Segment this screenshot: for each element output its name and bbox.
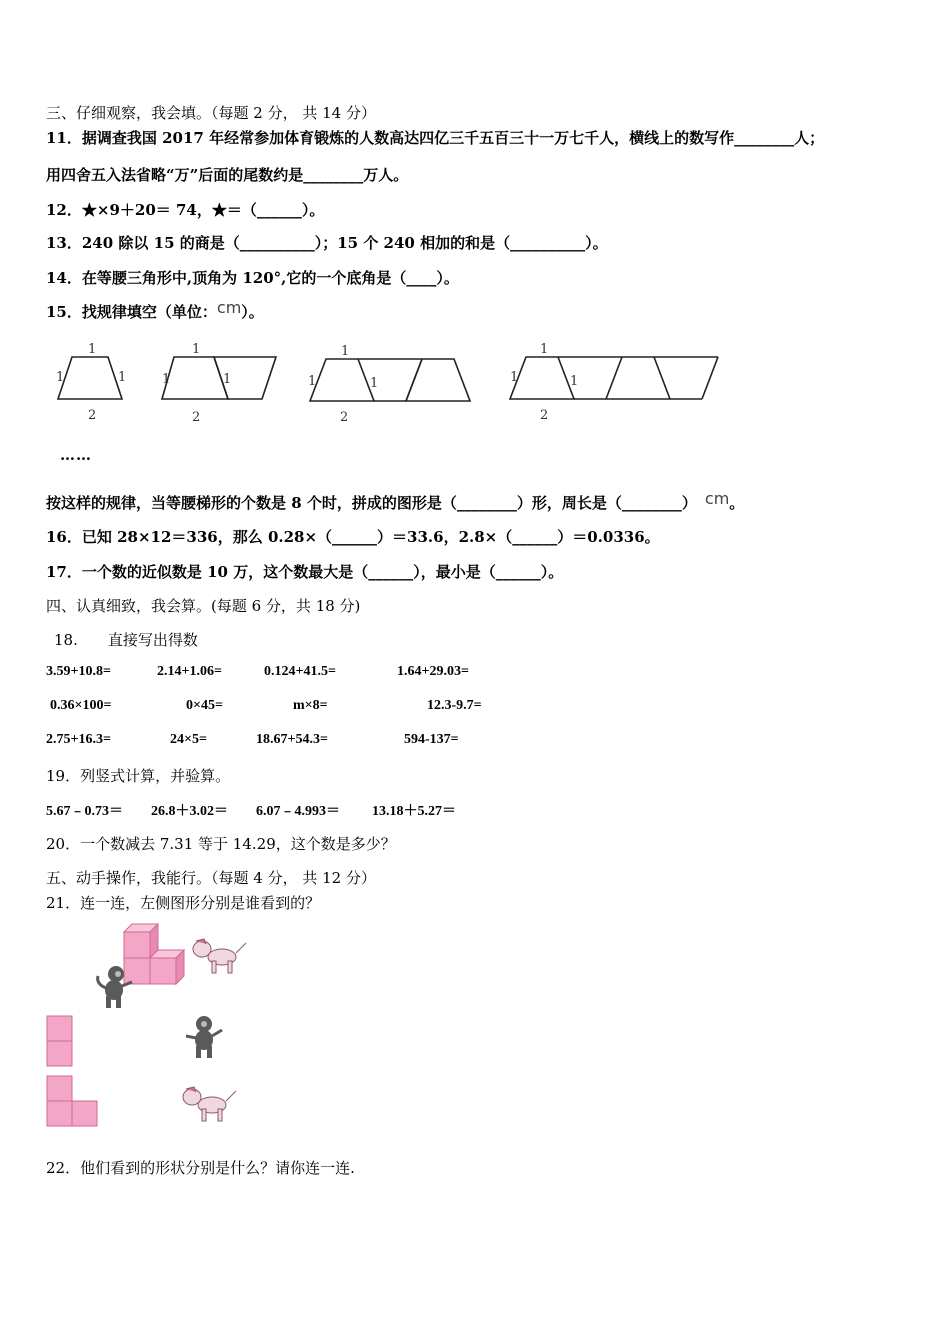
- label-top-1: 1: [88, 342, 97, 357]
- label-side-1b: 1: [118, 370, 127, 385]
- label-bottom-1: 2: [88, 408, 97, 423]
- q15-follow-suffix: 。: [729, 494, 745, 512]
- q13-text: 13．240 除以 15 的商是（__________）；15 个 240 相加的和是（__________）。: [46, 234, 608, 252]
- q12-text: 12．★×9＋20＝ 74，★＝（______）。: [46, 201, 325, 219]
- q15-suffix: ）。: [241, 303, 264, 321]
- q21-text: 21．连一连，左侧图形分别是谁看到的？: [46, 894, 321, 912]
- q18-r2c4: 12.3-9.7=: [427, 698, 482, 713]
- label-side-3b: 1: [370, 376, 379, 391]
- monkey-icon: [92, 962, 136, 1012]
- section3-heading: 三、仔细观察，我会填。（每题 2 分， 共 14 分）: [46, 104, 376, 122]
- trapezoid-1: [58, 357, 122, 399]
- q15-ellipsis: ……: [60, 446, 92, 464]
- q19-item-1: 5.67﹣0.73＝: [46, 804, 123, 819]
- q22-text: 22．他们看到的形状分别是什么？请你连一连.: [46, 1159, 355, 1177]
- label-bottom-4: 2: [540, 408, 549, 423]
- q19-item-4: 13.18＋5.27＝: [372, 804, 456, 819]
- q15-text: [46, 298, 264, 322]
- q15-unit: cm: [216, 298, 242, 317]
- q18-r1c2: 2.14+1.06=: [157, 664, 222, 679]
- label-side-2a: 1: [162, 372, 171, 387]
- q18-r2c3: m×8=: [293, 698, 328, 713]
- q18-r3c3: 18.67+54.3=: [256, 732, 328, 747]
- q11-line2: 用四舍五入法省略“万”后面的尾数约是________万人。: [46, 166, 409, 184]
- q18-r1c4: 1.64+29.03=: [397, 664, 469, 679]
- label-top-3: 1: [341, 344, 350, 359]
- q18-r3c4: 594-137=: [404, 732, 459, 747]
- q18-r1c3: 0.124+41.5=: [264, 664, 336, 679]
- q15-follow-prefix: 按这样的规律，当等腰梯形的个数是 8 个时，拼成的图形是（________）形，周长是（________）: [46, 494, 697, 512]
- q18-r2c2: 0×45=: [186, 698, 223, 713]
- label-side-1a: 1: [56, 370, 65, 385]
- q18-r1c1: 3.59+10.8=: [46, 664, 111, 679]
- q19-item-2: 26.8＋3.02＝: [151, 804, 228, 819]
- q18-r3c2: 24×5=: [170, 732, 207, 747]
- label-bottom-3: 2: [340, 410, 349, 425]
- section5-heading: 五、动手操作，我能行。（每题 4 分， 共 12 分）: [46, 869, 376, 887]
- trapezoid-3c: [406, 359, 470, 401]
- view-l-shape: [46, 1075, 100, 1129]
- q15-follow-text: [46, 489, 745, 513]
- label-side-4a: 1: [510, 370, 519, 385]
- q19-title: 19．列竖式计算，并验算。: [46, 767, 231, 785]
- q15-follow-unit: cm: [704, 489, 730, 508]
- trapezoid-4: [510, 357, 574, 399]
- trapezoid-3: [310, 359, 374, 401]
- label-top-4: 1: [540, 342, 549, 357]
- q18-r3c1: 2.75+16.3=: [46, 732, 111, 747]
- q20-text: 20．一个数减去 7.31 等于 14.29，这个数是多少？: [46, 835, 396, 853]
- label-side-4b: 1: [570, 374, 579, 389]
- q18-title: 18. 直接写出得数: [54, 631, 198, 649]
- dog-icon: [190, 935, 250, 979]
- q19-item-3: 6.07﹣4.993＝: [256, 804, 340, 819]
- monkey-icon: [182, 1012, 226, 1062]
- dog-icon: [180, 1083, 240, 1127]
- q16-text: 16．已知 28×12＝336，那么 0.28×（______）＝33.6，2.8×（______）＝0.0336。: [46, 528, 660, 546]
- q15-prefix: 15．找规律填空（单位：: [46, 303, 217, 321]
- view-vertical-two-squares: [46, 1015, 76, 1069]
- trapezoid-pattern-figure: [50, 335, 750, 425]
- q14-text: 14．在等腰三角形中,顶角为 120°,它的一个底角是（____）。: [46, 269, 459, 287]
- q18-r2c1: 0.36×100=: [50, 698, 112, 713]
- label-bottom-2: 2: [192, 410, 201, 425]
- label-side-2b: 1: [223, 372, 232, 387]
- label-top-2: 1: [192, 342, 201, 357]
- section4-heading: 四、认真细致，我会算。(每题 6 分，共 18 分): [46, 597, 361, 615]
- q17-text: 17．一个数的近似数是 10 万，这个数最大是（______），最小是（______）。: [46, 563, 564, 581]
- label-side-3a: 1: [308, 374, 317, 389]
- q11-line1: 11．据调查我国 2017 年经常参加体育锻炼的人数高达四亿三千五百三十一万七千人，横线上的数写作________人；: [46, 129, 825, 147]
- trapezoid-2: [162, 357, 228, 399]
